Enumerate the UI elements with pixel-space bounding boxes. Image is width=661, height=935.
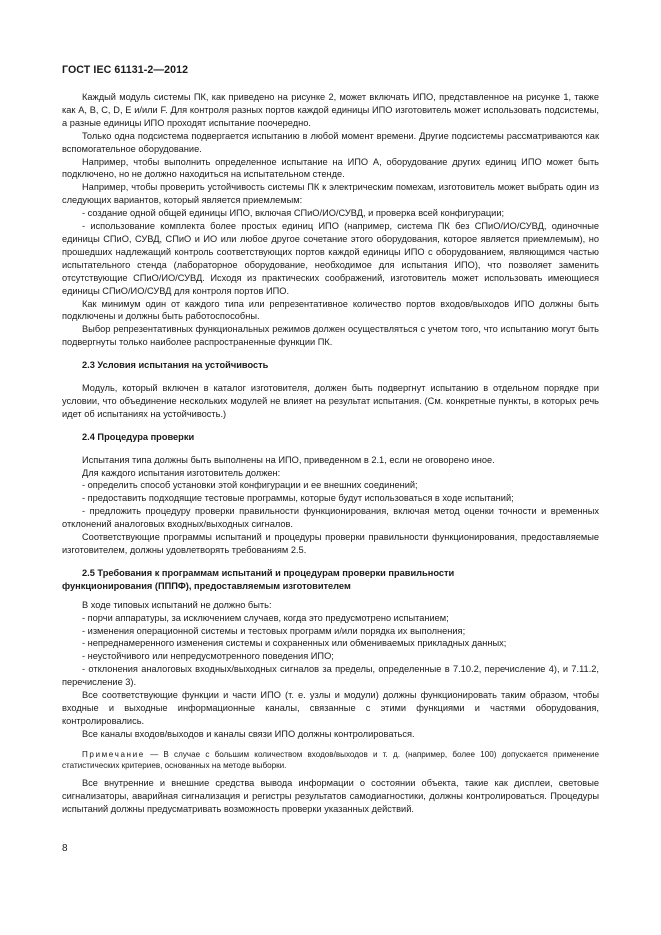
paragraph-final: Все внутренние и внешние средства вывода информации о состоянии объекта, такие как дисплеи, световые сигнализаторы, аварийная сигнализация и регистры результатов самодиагностики, должны контролироваться. Процедуры испытаний должны предусматривать возможность проверки указанных действий. — [62, 778, 599, 815]
section-2-5-paragraph: Все соответствующие функции и части ИПО (т. е. узлы и модули) должны функционировать таким образом, чтобы входные и выходные информационные каналы, связанные с этими функциями и частями оборудования, контролировались. — [62, 690, 599, 726]
section-2-4-paragraph: Соответствующие программы испытаний и процедуры проверки правильности функционирования, предоставляемые изготовителем, должны удовлетворять требованиям 2.5. — [62, 532, 599, 555]
page-number: 8 — [62, 843, 68, 854]
note-label: Примечание — [82, 749, 145, 759]
section-2-5-paragraph: Все каналы входов/выходов и каналы связи ИПО должны контролироваться. — [82, 728, 415, 739]
paragraph-min-ports: Как минимум один от каждого типа или репрезентативное количество портов входов/выходов ИПО должны быть подключены и должны быть работоспособны. — [62, 298, 599, 322]
section-2-5-heading-line: 2.5 Требования к программам испытаний и процедурам проверки правильности — [82, 567, 455, 578]
paragraph-example-emc: Например, чтобы проверить устойчивость системы ПК к электрическим помехам, изготовитель может выбрать один из следующих вариантов, который является приемлемым: — [62, 182, 599, 206]
note-text: — В случае с большим количеством входов/выходов и т. д. (например, более 100) допускается применение статистических критериев, основанных на методе выборки. — [62, 749, 599, 770]
list-item: - отклонения аналоговых входных/выходных сигналов за пределы, определенные в 7.10.2, перечисление 4), и 7.11.2, перечисление 3). — [62, 664, 599, 688]
document-body — [62, 91, 599, 816]
section-2-4-paragraph: Испытания типа должны быть выполнены на ИПО, приведенном в 2.1, если не оговорено иное. — [82, 454, 495, 465]
section-2-4-paragraph: Для каждого испытания изготовитель должен: — [82, 467, 281, 478]
list-item: - неустойчивого или непредусмотренного поведения ИПО; — [82, 651, 334, 662]
list-item: - изменения операционной системы и тестовых программ и/или порядка их выполнения; — [82, 625, 466, 636]
section-2-5-heading-line: функционирования (ПППФ), предоставляемым изготовителем — [62, 580, 351, 591]
section-2-3-text: Модуль, который включен в каталог изготовителя, должен быть подвергнут испытанию в отдельном порядке при условии, что объединение нескольких модулей не влияет на результат испытания. (См. конкретные пункты, в которых речь идет об испытаниях на устойчивость.) — [62, 383, 599, 419]
list-item: - предложить процедуру проверки правильности функционирования, включая метод оценки точности и временных отклонений аналоговых входных/выходных сигналов. — [62, 506, 599, 530]
list-item: - порчи аппаратуры, за исключением случаев, когда это предусмотрено испытанием; — [82, 612, 449, 623]
list-item: - определить способ установки этой конфигурации и ее внешних соединений; — [82, 480, 418, 491]
list-item: - предоставить подходящие тестовые программы, которые будут использоваться в ходе испытаний; — [82, 493, 514, 504]
paragraph-modules: Каждый модуль системы ПК, как приведено на рисунке 2, может включать ИПО, представленное на рисунке 1, также как А, В, С, D, Е и/или F. Для контроля разных портов каждой единицы ИПО изготовитель может использовать подсистемы, а разные единицы ИПО проходят испытание поочередно. — [62, 92, 599, 128]
paragraph-example-a: Например, чтобы выполнить определенное испытание на ИПО А, оборудование других единиц ИПО может быть подключено, но не должно находиться на испытательном стенде. — [62, 156, 599, 180]
document-header: ГОСТ IEC 61131-2—2012 — [62, 64, 189, 76]
paragraph-modes: Выбор репрезентативных функциональных режимов должен осуществляться с учетом того, что испытанию могут быть подвергнуты только наиболее распространенные функции ПК. — [62, 324, 599, 348]
list-item: - непреднамеренного изменения системы и сохраненных или обмениваемых прикладных данных; — [82, 638, 507, 649]
section-2-3-heading: 2.3 Условия испытания на устойчивость — [82, 360, 269, 371]
section-2-5-paragraph: В ходе типовых испытаний не должно быть: — [82, 599, 272, 610]
document-page — [62, 0, 599, 935]
section-2-4-heading: 2.4 Процедура проверки — [82, 431, 195, 442]
note — [62, 749, 599, 772]
section-2-5-heading — [62, 567, 599, 593]
list-item: - использование комплекта более простых единиц ИПО (например, система ПК без СПиО/ИО/СУВД, одиночные единицы СПиО, СУВД, СПиО и ИО или любое другое сочетание этого оборудования, которое является приемлемым), но прошедших надлежащий контроль соответствующих портов каждой единицы ИПО с оборудованием, являющимся частью испытательного стенда (лабораторное оборудование, необходимое для испытания ИПО), что позволяет заменить отсутствующие СПиО/ИО/СУВД. Исходя из практических соображений, изготовитель может использовать имеющиеся единицы СПиО/ИО/СУВД для контроля портов ИПО. — [62, 221, 599, 296]
paragraph-subsystem: Только одна подсистема подвергается испытанию в любой момент времени. Другие подсистемы рассматриваются как вспомогательное оборудование. — [62, 130, 599, 154]
list-item: - создание одной общей единицы ИПО, включая СПиО/ИО/СУВД, и проверка всей конфигурации; — [82, 208, 505, 219]
